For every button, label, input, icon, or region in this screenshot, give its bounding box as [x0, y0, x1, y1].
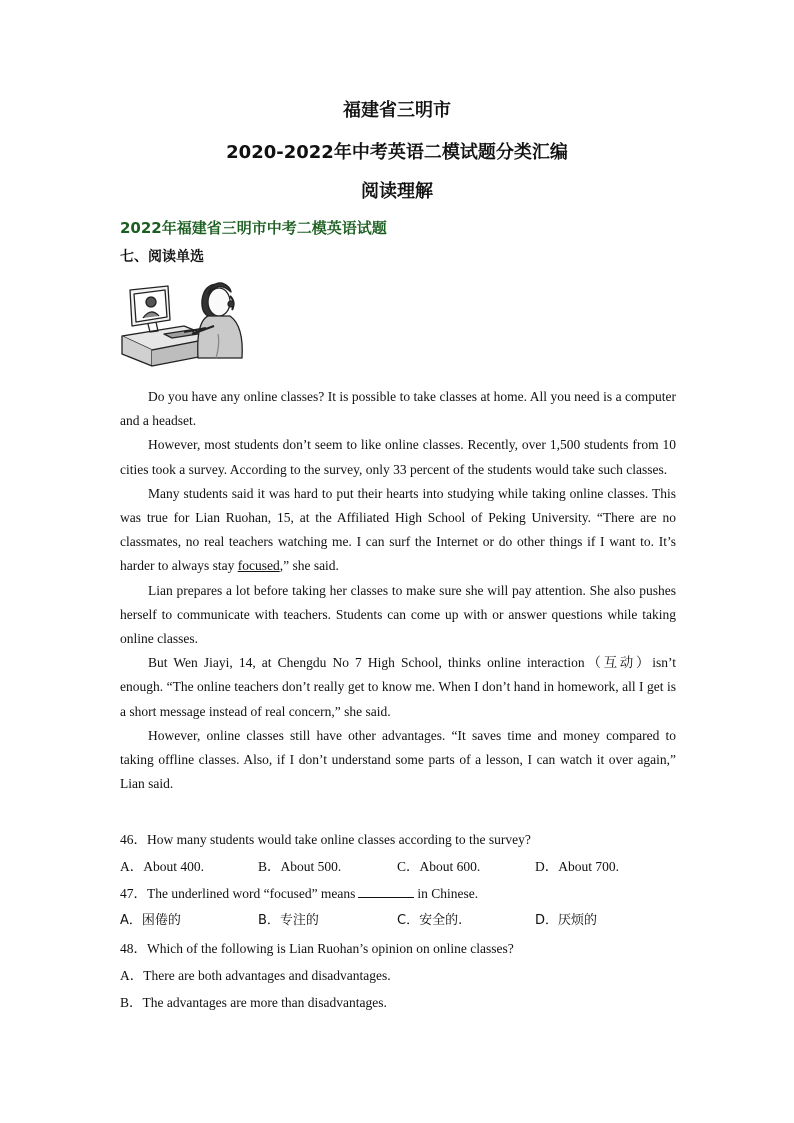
- question-46-options: [120, 855, 680, 875]
- passage-paragraph-3-text: Many students said it was hard to put their hearts into studying while taking online classes. This was true for Lian Ruohan, 15, at the Affiliated High School of Peking University. “There are no classmates, no real teachers watching me. I can surf the Internet or do other things if I want to. It’s harder to always stay: [120, 485, 676, 574]
- question-48-option-a[interactable]: A．There are both advantages and disadvantages.: [120, 968, 391, 983]
- question-48-option-b[interactable]: B．The advantages are more than disadvantages.: [120, 995, 387, 1010]
- question-47: [120, 882, 478, 902]
- passage-paragraph-6: However, online classes still have other advantages. “It saves time and money compared to taking offline classes. Also, if I don’t understand some parts of a lesson, I can watch it over again,” Lian said.: [120, 727, 676, 792]
- question-47-option-b[interactable]: B．专注的: [258, 913, 319, 928]
- document-title-province: 福建省三明市: [343, 100, 451, 121]
- question-47-text: 47．The underlined word “focused” means: [120, 886, 356, 901]
- passage-paragraph-5: But Wen Jiayi, 14, at Chengdu No 7 High School, thinks online interaction（互动）isn’t enough. “The online teachers don’t really get to know me. When I don’t hand in homework, all I get is a short message instead of real concern,” she said.: [120, 655, 676, 719]
- exam-heading: 2022年福建省三明市中考二模英语试题: [120, 219, 387, 237]
- question-46-option-d[interactable]: D．About 700.: [535, 859, 619, 874]
- question-47-text-end: in Chinese.: [417, 886, 479, 901]
- answer-blank: [358, 885, 414, 898]
- question-46: 46．How many students would take online classes according to the survey?: [120, 832, 531, 847]
- student-online-class-illustration: [118, 276, 248, 368]
- question-46-option-a[interactable]: A．About 400.: [120, 859, 204, 874]
- question-48: 48．Which of the following is Lian Ruohan’s opinion on online classes?: [120, 941, 514, 956]
- reading-passage: [120, 385, 676, 796]
- passage-paragraph-1: Do you have any online classes? It is possible to take classes at home. All you need is a computer and a headset.: [120, 389, 676, 429]
- passage-paragraph-4: Lian prepares a lot before taking her classes to make sure she will pay attention. She also pushes herself to communicate with teachers. Students can come up with or answer questions while taking online classes.: [120, 582, 676, 647]
- passage-paragraph-3-end: ,” she said.: [279, 558, 339, 574]
- underlined-word-focused: focused: [237, 558, 280, 574]
- question-47-option-a[interactable]: A．困倦的: [120, 913, 181, 928]
- passage-paragraph-3: [120, 482, 676, 579]
- question-46-option-c[interactable]: C．About 600.: [397, 859, 481, 874]
- document-title-collection: 2020-2022年中考英语二模试题分类汇编: [226, 142, 568, 163]
- passage-paragraph-2: However, most students don’t seem to like online classes. Recently, over 1,500 students from 10 cities took a survey. According to the survey, only 33 percent of the students would take such classes.: [120, 437, 676, 477]
- question-47-option-d[interactable]: D．厌烦的: [535, 913, 598, 928]
- question-type-heading: 七、阅读单选: [120, 249, 204, 265]
- document-title-topic: 阅读理解: [361, 181, 433, 202]
- question-46-option-b[interactable]: B．About 500.: [258, 859, 342, 874]
- question-47-options: [120, 909, 680, 929]
- question-47-option-c[interactable]: C．安全的.: [397, 913, 463, 928]
